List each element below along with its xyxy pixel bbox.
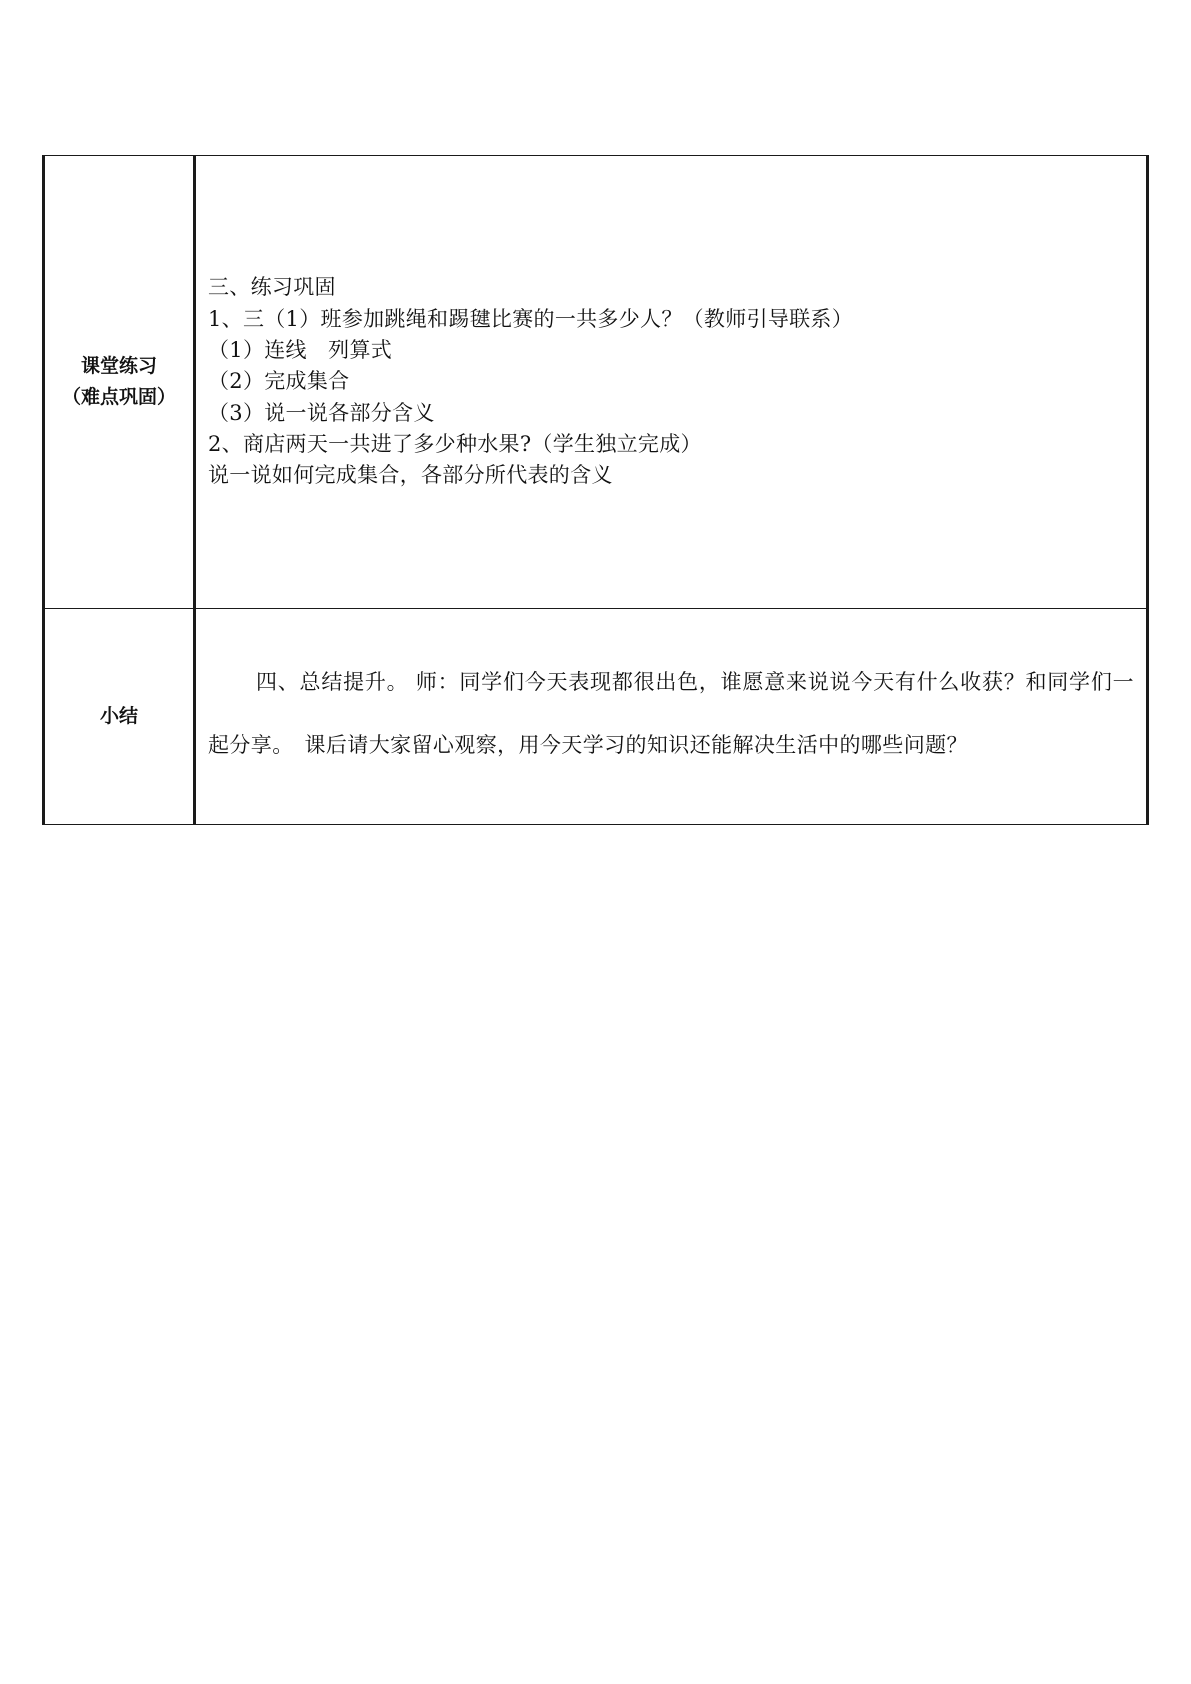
practice-line: 1、三（1）班参加跳绳和踢毽比赛的一共多少人？（教师引导联系） — [208, 306, 854, 331]
practice-sublabel: （难点巩固） — [61, 386, 176, 408]
practice-line: （3）说一说各部分含义 — [208, 400, 435, 425]
practice-line: 说一说如何完成集合，各部分所代表的含义 — [208, 463, 613, 488]
practice-content-cell — [195, 156, 1148, 609]
practice-line: （2）完成集合 — [208, 369, 350, 394]
practice-line: 三、练习巩固 — [208, 275, 336, 300]
summary-paragraph: 四、总结提升。 师：同学们今天表现都很出色，谁愿意来说说今天有什么收获？和同学们一起分享。 课后请大家留心观察，用今天学习的知识还能解决生活中的哪些问题？ — [208, 669, 1134, 757]
summary-label-cell — [44, 609, 195, 825]
summary-content-cell — [195, 609, 1148, 825]
lesson-plan-table — [42, 155, 1149, 825]
table-row-practice — [44, 156, 1148, 609]
table-row-summary — [44, 609, 1148, 825]
practice-label-cell — [44, 156, 195, 609]
summary-label: 小结 — [99, 705, 138, 727]
practice-content — [196, 272, 1146, 491]
practice-line: 2、商店两天一共进了多少种水果?（学生独立完成） — [208, 431, 702, 456]
practice-line: （1）连线 列算式 — [208, 338, 393, 363]
practice-label: 课堂练习 — [80, 355, 157, 377]
